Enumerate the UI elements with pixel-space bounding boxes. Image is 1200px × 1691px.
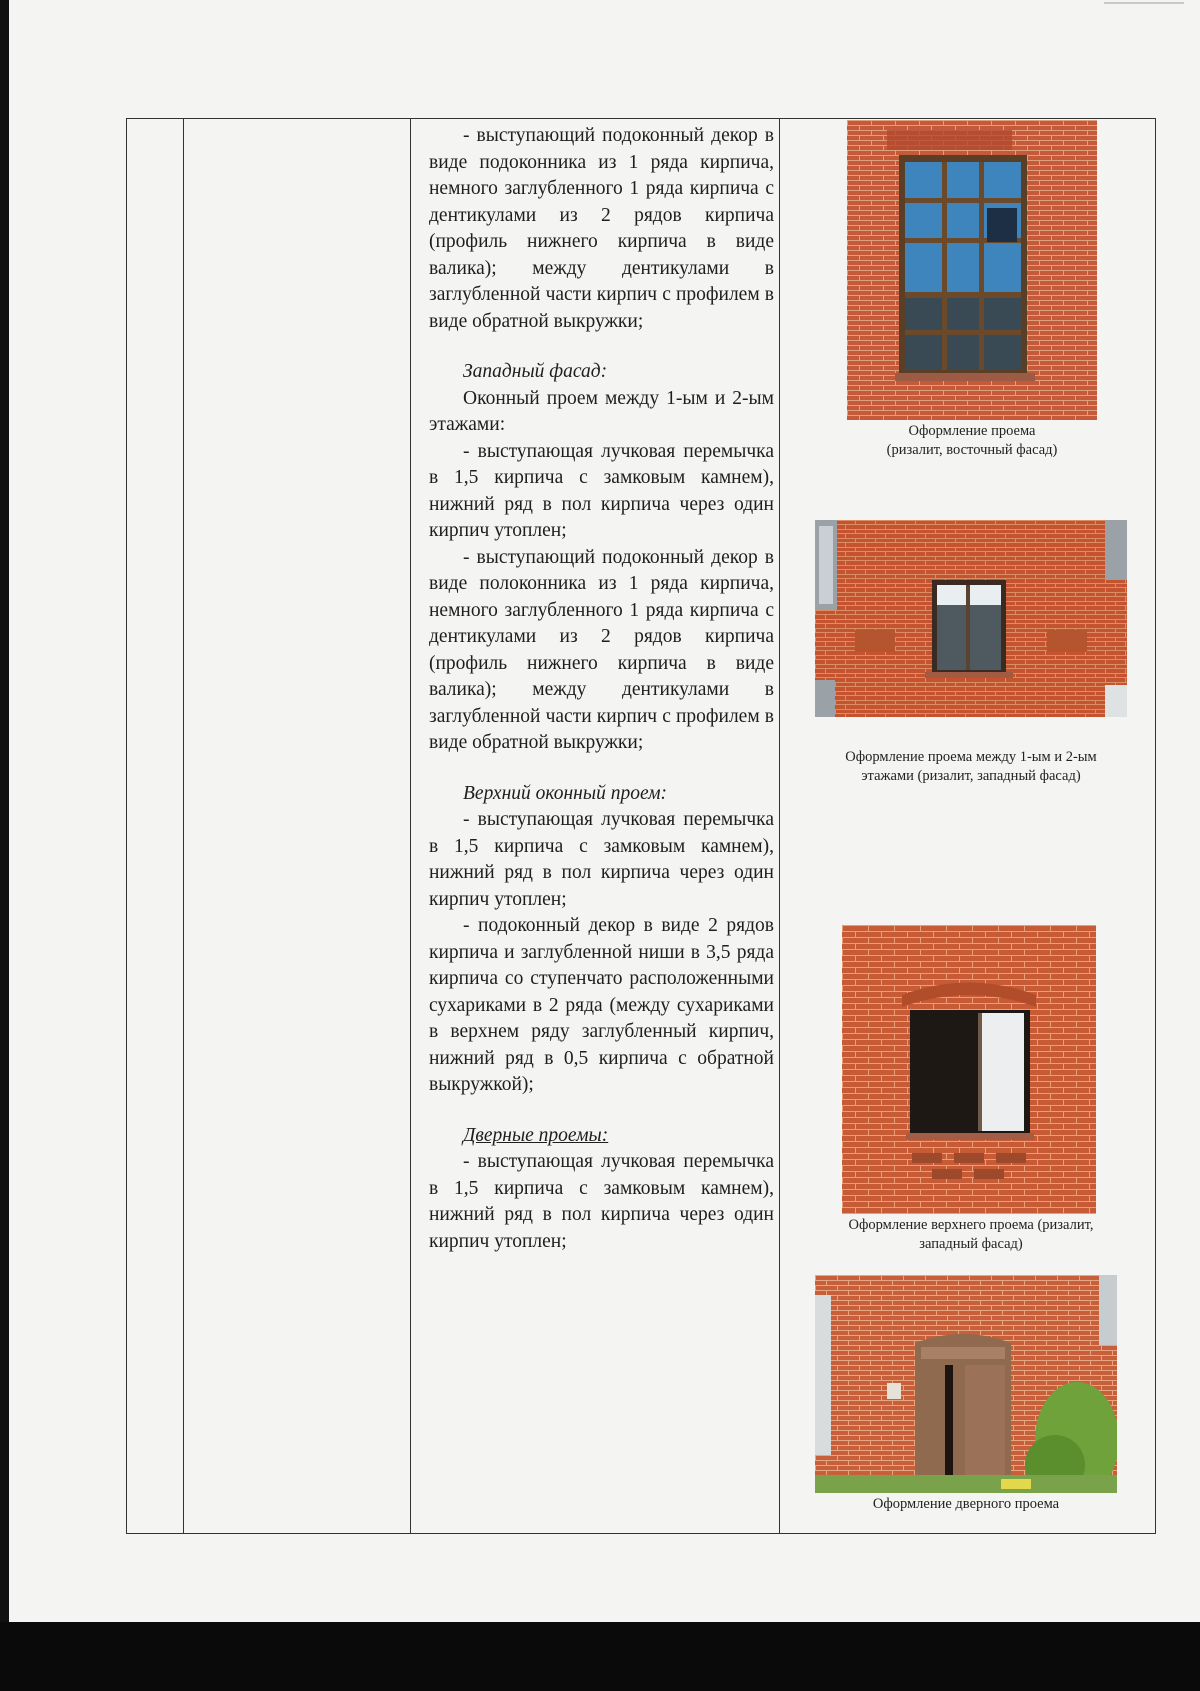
caption-line: западный фасад): [919, 1236, 1023, 1252]
paragraph-lintel-west: - выступающая лучковая перемычка в 1,5 кирпича с замковым камнем), нижний ряд в пол кирпича через один кирпич утоплен;: [429, 440, 774, 541]
photo-window-east: [847, 120, 1097, 420]
heading-door-openings: Дверные проемы:: [463, 1124, 609, 1146]
corner-mark: [1104, 0, 1184, 6]
caption-line: Оформление проема: [908, 423, 1036, 439]
photo-caption: [808, 748, 1134, 786]
caption-line: этажами (ризалит, западный фасад): [861, 768, 1081, 784]
heading-west-facade: Западный фасад:: [463, 361, 608, 382]
scan-edge-left: [0, 0, 9, 1691]
paragraph-lintel-door: - выступающая лучковая перемычка в 1,5 кирпича с замковым камнем), нижний ряд в пол кирпича через один кирпич утоплен;: [429, 1151, 774, 1252]
scan-edge-bottom: [0, 1622, 1200, 1691]
paragraph-lintel-upper: - выступающая лучковая перемычка в 1,5 кирпича с замковым камнем), нижний ряд в пол кирпича через один кирпич утоплен;: [429, 809, 774, 910]
photo-caption: [815, 1495, 1117, 1514]
heading-upper-window: Верхний оконный проем:: [463, 782, 668, 804]
table-column-divider: [779, 119, 780, 1533]
description-text-column: [429, 123, 774, 1255]
caption-line: Оформление верхнего проема (ризалит,: [848, 1217, 1094, 1233]
paragraph-sill-decor-upper: - подоконный декор в виде 2 рядов кирпича и заглубленной ниши в 3,5 ряда кирпича со ступенчато расположенными сухариками в 2 ряда (между сухариками в верхнем ряду заглубленный кирпич, нижний ряд в 0,5 кирпича с обратной выкружкой);: [429, 915, 774, 1095]
caption-line: Оформление проема между 1-ым и 2-ым: [845, 749, 1097, 765]
photo-caption: [845, 422, 1099, 460]
photo-upper-window-west: [842, 925, 1096, 1214]
paragraph-window-between-floors: Оконный проем между 1-ым и 2-ым этажами:: [429, 387, 774, 435]
caption-line: Оформление дверного проема: [872, 1496, 1060, 1512]
photo-door-opening: [815, 1275, 1117, 1493]
photo-caption: [808, 1216, 1134, 1254]
caption-line: (ризалит, восточный фасад): [886, 442, 1058, 458]
photo-window-between-floors-west: [815, 520, 1127, 717]
paragraph-sill-decor-east: - выступающий подоконный декор в виде подоконника из 1 ряда кирпича, немного заглубленного 1 ряда кирпича с дентикулами из 2 рядов кирпича (профиль нижнего кирпича в виде валика); между дентикулами в заглубленной части кирпич с профилем в виде обратной выкружки;: [429, 125, 774, 332]
table-column-divider: [183, 119, 184, 1533]
table-column-divider: [410, 119, 411, 1533]
paragraph-sill-decor-west: - выступающий подоконный декор в виде полоконника из 1 ряда кирпича, немного заглубленного 1 ряда кирпича с дентикулами из 2 рядов кирпича (профиль нижнего кирпича в виде валика); между дентикулами в заглубленной части кирпич с профилем в виде обратной выкружки;: [429, 546, 774, 753]
